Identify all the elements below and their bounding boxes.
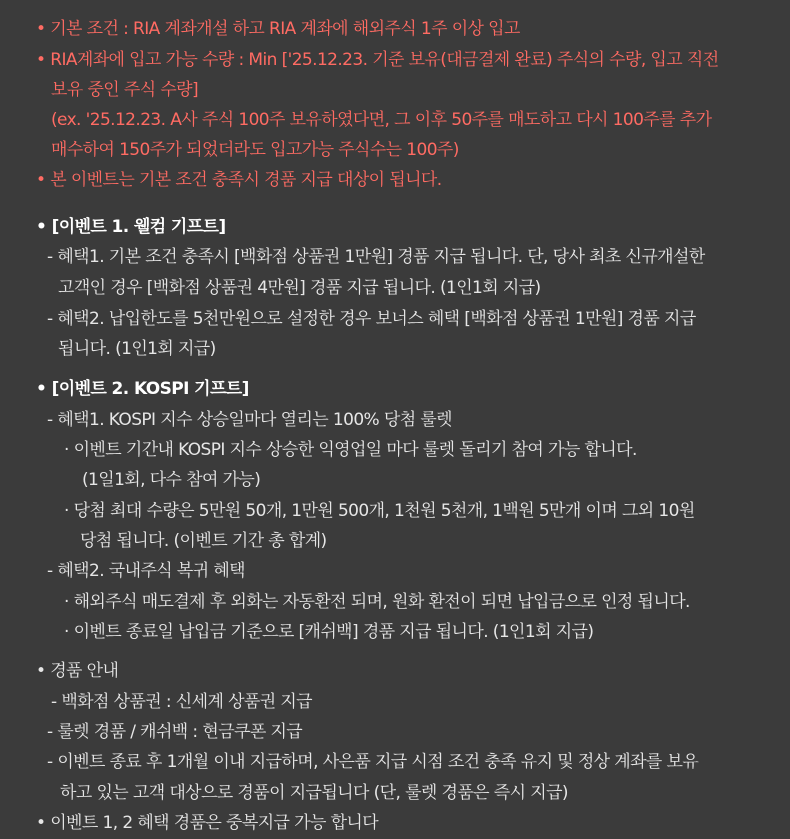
prize-payment-timing: - 이벤트 종료 후 1개월 이내 지급하며, 사은품 지급 시점 조건 충족 유지 및 정상 계좌를 보유 [47,752,699,772]
event2-roulette-max-quantity-cont: 당첨 됩니다. (이벤트 기간 총 합계) [80,531,327,551]
event1-benefit2: - 혜택2. 납입한도를 5천만원으로 설정한 경우 보너스 혜택 [백화점 상품권 1만원] 경품 지급 [47,309,696,329]
event1-benefit1: - 혜택1. 기본 조건 충족시 [백화점 상품권 1만원] 경품 지급 됩니다. 단, 당사 최초 신규개설한 [47,247,705,267]
prize-payment-timing-cont: 하고 있는 고객 대상으로 경품이 지급됩니다 (단, 룰렛 경품은 즉시 지급) [60,783,568,803]
event2-auto-exchange: · 해외주식 매도결제 후 외화는 자동환전 되며, 원화 환전이 되면 납입금으로 인정 됩니다. [64,592,690,612]
event2-cashback: · 이벤트 종료일 납입금 기준으로 [캐쉬백] 경품 지급 됩니다. (1인1회 지급) [64,622,594,642]
event2-roulette-max-quantity: · 당첨 최대 수량은 5만원 50개, 1만원 500개, 1천원 5천개, 1백원 5만개 이며 그외 10원 [64,501,695,521]
notice-basic-condition: • 기본 조건 : RIA 계좌개설 하고 RIA 계좌에 해외주식 1주 이상 입고 [36,19,520,39]
event2-benefit2: - 혜택2. 국내주식 복귀 혜택 [47,561,245,581]
notice-deposit-quantity: • RIA계좌에 입고 가능 수량 : Min ['25.12.23. 기준 보유(대금결제 완료) 주식의 수량, 입고 직전 [36,50,719,70]
event2-roulette-participation: · 이벤트 기간내 KOSPI 지수 상승한 익영업일 마다 룰렛 돌리기 참여 가능 합니다. [64,440,637,460]
event2-title: • [이벤트 2. KOSPI 기프트] [36,379,249,399]
event2-roulette-participation-cont: (1일1회, 다수 참여 가능) [82,470,261,490]
prize-roulette-cashback: - 룰렛 경품 / 캐쉬백 : 현금쿠폰 지급 [47,722,303,742]
notice-eligibility: • 본 이벤트는 기본 조건 충족시 경품 지급 대상이 됩니다. [36,170,442,190]
event1-benefit2-cont: 됩니다. (1인1회 지급) [58,339,216,359]
event1-title: • [이벤트 1. 웰컴 기프트] [36,217,226,237]
prize-gift-card: - 백화점 상품권 : 신세계 상품권 지급 [51,692,312,712]
notice-example-cont: 매수하여 150주가 되었더라도 입고가능 주식수는 100주) [51,140,459,160]
prize-duplicate-note: • 이벤트 1, 2 혜택 경품은 중복지급 가능 합니다 [36,813,379,833]
notice-deposit-quantity-cont: 보유 중인 주식 수량] [51,80,199,100]
event2-benefit1: - 혜택1. KOSPI 지수 상승일마다 열리는 100% 당첨 룰렛 [47,410,452,430]
notice-example: (ex. '25.12.23. A사 주식 100주 보유하였다면, 그 이후 50주를 매도하고 다시 100주를 추가 [51,110,712,130]
event1-benefit1-cont: 고객인 경우 [백화점 상품권 4만원] 경품 지급 됩니다. (1인1회 지급) [58,278,541,298]
prize-title: • 경품 안내 [36,661,119,681]
